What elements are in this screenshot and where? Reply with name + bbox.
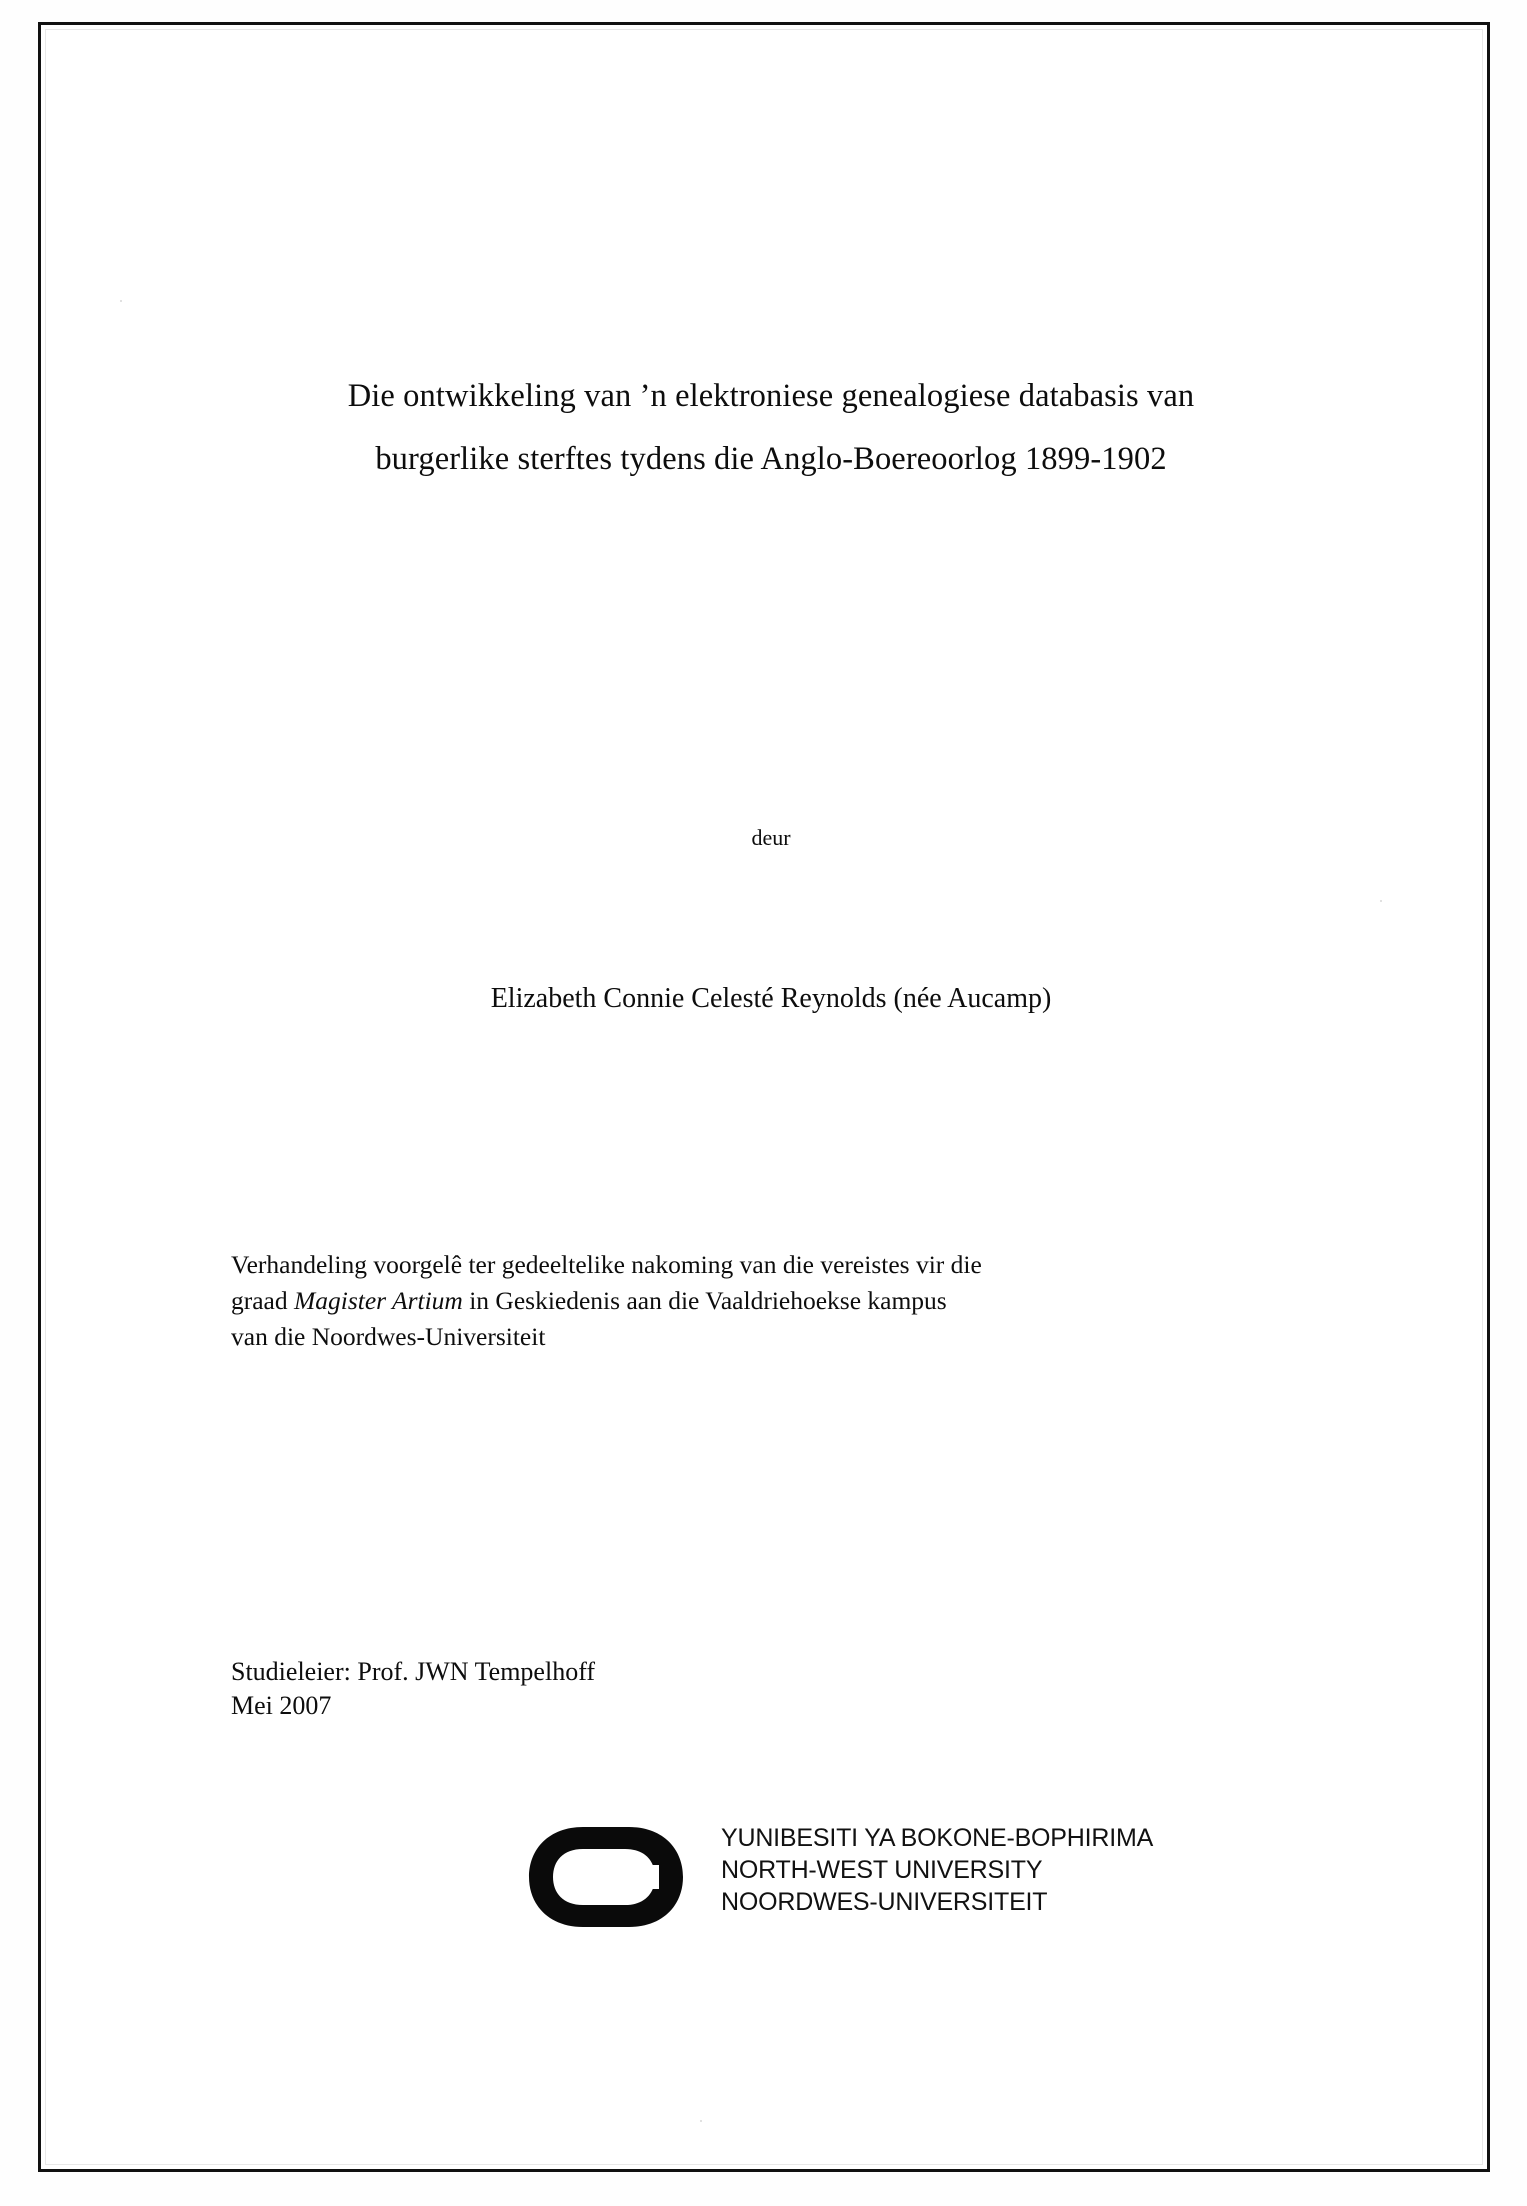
- logo-text-line-2: NORTH-WEST UNIVERSITY: [721, 1855, 1043, 1884]
- title-line-1: Die ontwikkeling van ’n elektroniese genealogiese databasis van: [347, 378, 1195, 414]
- degree-statement-line-2-prefix: graad: [231, 1286, 295, 1316]
- title-page-content: [191, 25, 1351, 2169]
- title-line-2: burgerlike sterftes tydens die Anglo-Boereoorlog 1899-1902: [375, 440, 1167, 477]
- by-label: deur: [751, 825, 791, 850]
- degree-statement-line-2-suffix: in Geskiedenis aan die Vaaldriehoekse kampus: [462, 1286, 947, 1316]
- logo-text-line-3: NOORDWES-UNIVERSITEIT: [721, 1887, 1048, 1916]
- university-logo-text: [721, 1823, 1153, 1918]
- degree-statement-line-3: van die Noordwes-Universiteit: [231, 1322, 546, 1352]
- degree-name: Magister Artium: [294, 1286, 463, 1316]
- degree-statement: [231, 1247, 1331, 1356]
- north-west-university-logo-icon: [521, 1821, 711, 1933]
- scan-speckle: [1380, 900, 1382, 902]
- logo-text-line-1: YUNIBESITI YA BOKONE-BOPHIRIMA: [721, 1824, 1154, 1852]
- degree-statement-line-2: [231, 1283, 1331, 1319]
- supervisor-line: Studieleier: Prof. JWN Tempelhoff: [231, 1657, 596, 1686]
- degree-statement-line-1: Verhandeling voorgelê ter gedeeltelike nakoming van die vereistes vir die: [231, 1250, 982, 1279]
- page-title: [191, 380, 1351, 475]
- university-logo-block: [521, 1815, 1281, 1945]
- scan-speckle: [700, 2120, 702, 2122]
- date-line: Mei 2007: [231, 1691, 332, 1721]
- page-border-frame: [38, 22, 1490, 2172]
- author-name: Elizabeth Connie Celesté Reynolds (née Aucamp): [490, 983, 1052, 1014]
- supervisor-block: [231, 1655, 1331, 1724]
- scan-speckle: [120, 300, 122, 302]
